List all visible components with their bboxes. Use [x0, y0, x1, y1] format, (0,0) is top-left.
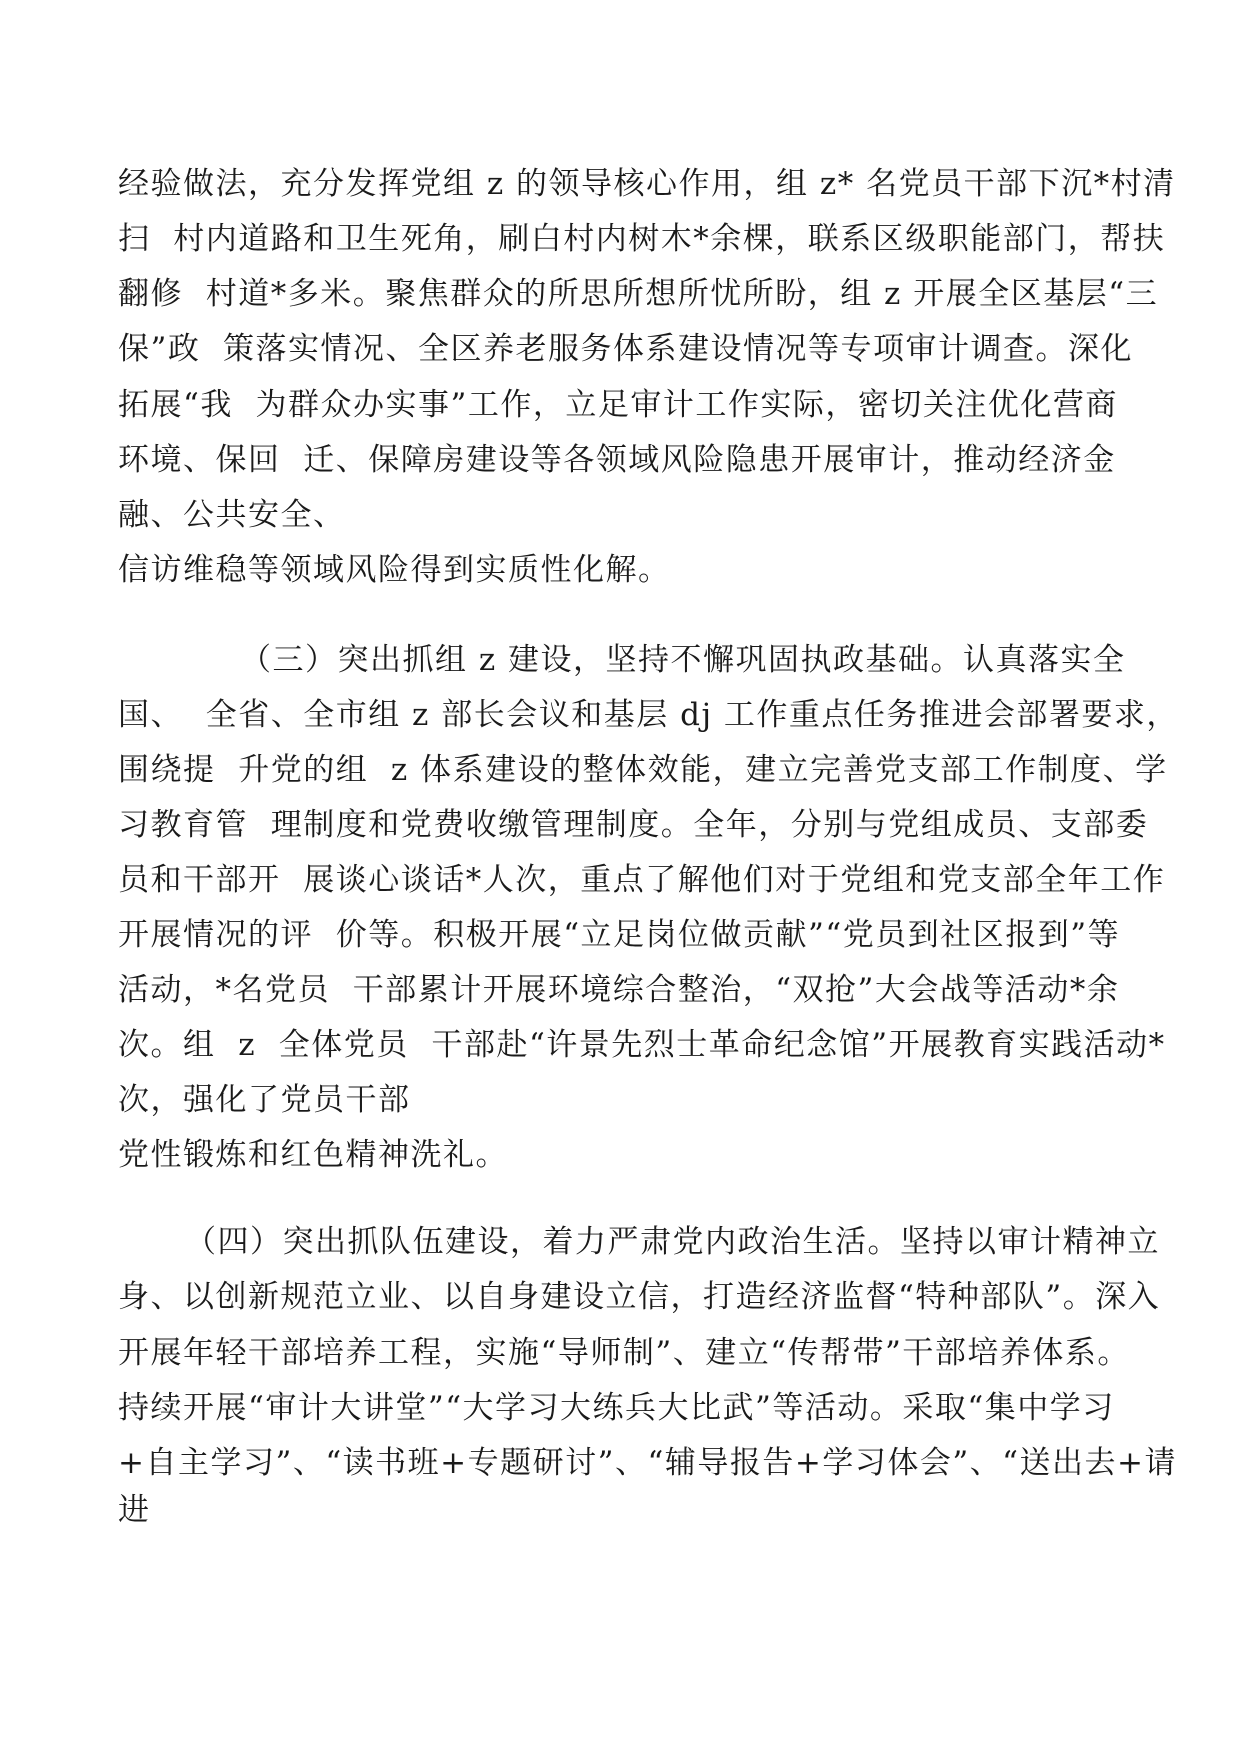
paragraph-line: 信访维稳等领域风险得到实质性化解。 [118, 552, 671, 588]
paragraph-line: 扫 村内道路和卫生死角，刷白村内树木*余棵，联系区级职能部门，帮扶 [118, 221, 1166, 257]
paragraph-line: 员和干部开 展谈心谈话*人次，重点了解他们对于党组和党支部全年工作 [118, 862, 1166, 898]
paragraph-line: （三）突出抓组 z 建设，坚持不懈巩固执政基础。认真落实全 [240, 642, 1126, 678]
paragraph-line: +自主学习”、“读书班+专题研讨”、“辅导报告+学习体会”、“送出去+请 [118, 1445, 1177, 1481]
paragraph-line: 拓展“我 为群众办实事”工作，立足审计工作实际，密切关注优化营商 [118, 387, 1118, 423]
paragraph-line: 党性锻炼和红色精神洗礼。 [118, 1137, 508, 1173]
paragraph-line: 国、 全省、全市组 z 部长会议和基层 dj 工作重点任务推进会部署要求， [118, 697, 1179, 733]
paragraph-line: 融、公共安全、 [118, 497, 346, 533]
paragraph-line: 次，强化了党员干部 [118, 1082, 411, 1118]
paragraph-line: 持续开展“审计大讲堂”“大学习大练兵大比武”等活动。采取“集中学习 [118, 1390, 1115, 1426]
paragraph-line: 围绕提 升党的组 z 体系建设的整体效能，建立完善党支部工作制度、学 [118, 752, 1168, 788]
paragraph-line: 次。组 z 全体党员 干部赴“许景先烈士革命纪念馆”开展教育实践活动* [118, 1027, 1166, 1063]
paragraph-line: 开展情况的评 价等。积极开展“立足岗位做贡献”“党员到社区报到”等 [118, 917, 1121, 953]
paragraph-line: 习教育管 理制度和党费收缴管理制度。全年，分别与党组成员、支部委 [118, 807, 1149, 843]
paragraph-line: 身、以创新规范立业、以自身建设立信，打造经济监督“特种部队”。深入 [118, 1279, 1161, 1315]
paragraph-line: 活动，*名党员 干部累计开展环境综合整治，“双抢”大会战等活动*余 [118, 972, 1120, 1008]
paragraph-line: （四）突出抓队伍建设，着力严肃党内政治生活。坚持以审计精神立 [185, 1224, 1160, 1260]
paragraph-line: 经验做法，充分发挥党组 z 的领导核心作用，组 z* 名党员干部下沉*村清 [118, 166, 1176, 202]
paragraph-line: 翻修 村道*多米。聚焦群众的所思所想所忧所盼，组 z 开展全区基层“三 [118, 276, 1159, 312]
paragraph-line: 保”政 策落实情况、全区养老服务体系建设情况等专项审计调查。深化 [118, 331, 1134, 367]
paragraph-line: 环境、保回 迁、保障房建设等各领域风险隐患开展审计，推动经济金 [118, 442, 1116, 478]
paragraph-line: 开展年轻干部培养工程，实施“导师制”、建立“传帮带”干部培养体系。 [118, 1335, 1130, 1371]
paragraph-line: 进 [118, 1492, 151, 1528]
